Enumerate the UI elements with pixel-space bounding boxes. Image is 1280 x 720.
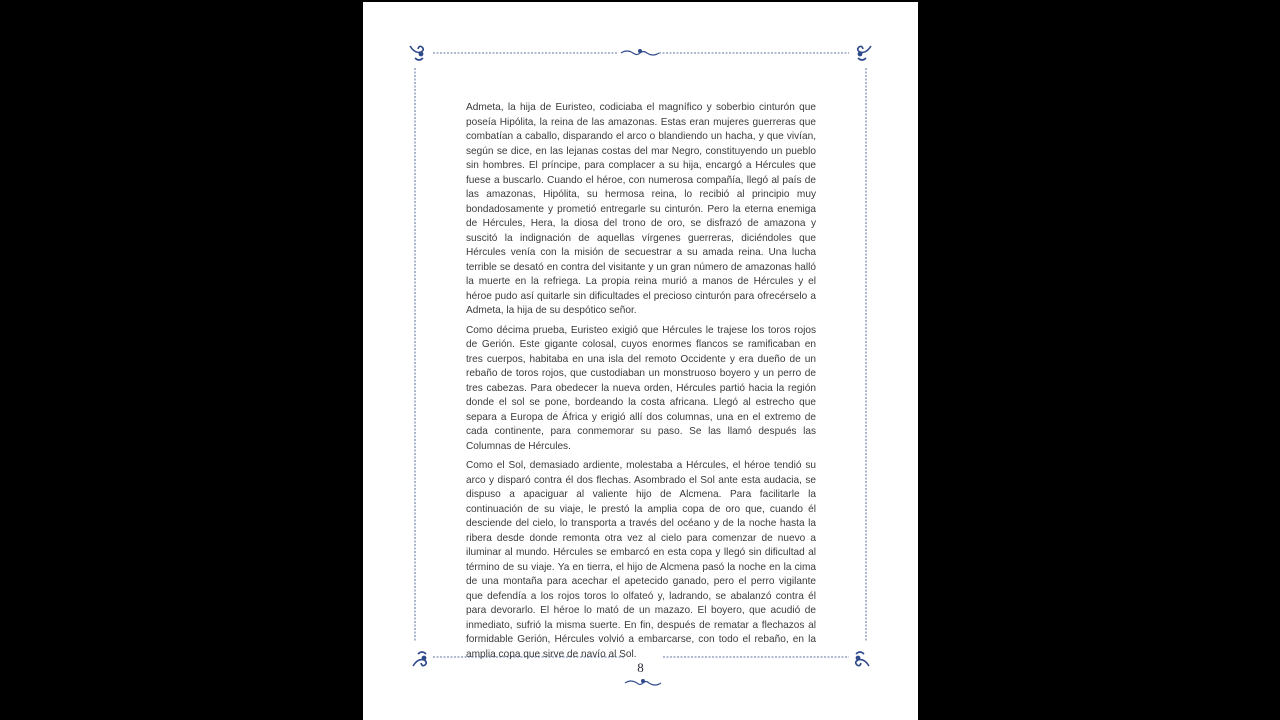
body-text — [466, 101, 816, 667]
bottom-flourish-icon — [625, 680, 661, 685]
top-flourish-icon — [621, 50, 659, 55]
page-number: 8 — [637, 660, 644, 675]
book-page — [363, 2, 918, 720]
corner-ornament-top-right-icon — [858, 46, 871, 60]
paragraph: Admeta, la hija de Euristeo, codiciaba el magnífico y soberbio cinturón que poseía Hipólita, la reina de las amazonas. Estas eran mujeres guerreras que combatían a caballo, disparando el arco o blandiendo un hacha, y que vivían, según se dice, en las lejanas costas del mar Negro, constituyendo un pueblo sin hombres. El príncipe, para complacer a su hija, encargó a Hércules que fuese a buscarlo. Cuando el héroe, con numerosa compañía, llegó al país de las amazonas, Hipólita, su hermosa reina, lo recibió al principio muy bondadosamente y prometió entregarle su cinturón. Pero la eterna enemiga de Hércules, Hera, la diosa del trono de oro, se disfrazó de amazona y suscitó la indignación de aquellas vírgenes guerreras, diciéndoles que Hércules venía con la misión de secuestrar a su amada reina. Una lucha terrible se desató en contra del visitante y un gran número de amazonas halló la muerte en la refriega. La propia reina murió a manos de Hércules y el héroe pudo así quitarle sin dificultades el precioso cinturón para ofrecérselo a Admeta, la hija de su despótico señor. — [466, 102, 816, 316]
corner-ornament-top-left-icon — [410, 46, 423, 60]
paragraph: Como décima prueba, Euristeo exigió que Hércules le trajese los toros rojos de Gerión. Este gigante colosal, cuyos enormes flancos se ramificaban en tres cuerpos, habitaba en una isla del remoto Occidente y era dueño de un rebaño de toros rojos, que custodiaban un monstruoso boyero y un perro de tres cabezas. Para obedecer la nueva orden, Hércules partió hacia la región donde el sol se pone, bordeando la costa africana. Llegó al estrecho que separa a Europa de África y erigió allí dos columnas, una en el extremo de cada continente, para conmemorar su paso. Se las llamó después las Columnas de Hércules. — [466, 324, 816, 452]
paragraph: Como el Sol, demasiado ardiente, molestaba a Hércules, el héroe tendió su arco y disparó contra él dos flechas. Asombrado el Sol ante esta audacia, se dispuso a apaciguar al valiente hijo de Alcmena. Para facilitarle la continuación de su viaje, le prestó la amplia copa de oro que, cuando él desciende del cielo, lo transporta a través del océano y de la noche hasta la ribera desde donde remonta otra vez al cielo para comenzar de nuevo a iluminar al mundo. Hércules se embarcó en esta copa y llegó sin dificultad al término de su viaje. Ya en tierra, el hijo de Alcmena pasó la noche en la cima de una montaña para acechar el apetecido ganado, pero el perro vigilante que defendía a los rojos toros lo olfateó y, ladrando, se abalanzó contra él para devorarlo. El héroe lo mató de un mazazo. El boyero, que acudió de inmediato, sufrió la misma suerte. En fin, después de rematar a flechazos al formidable Gerión, Hércules volvió a embarcarse, con todo el rebaño, en la amplia copa que sirve de navío al Sol. — [466, 460, 816, 660]
